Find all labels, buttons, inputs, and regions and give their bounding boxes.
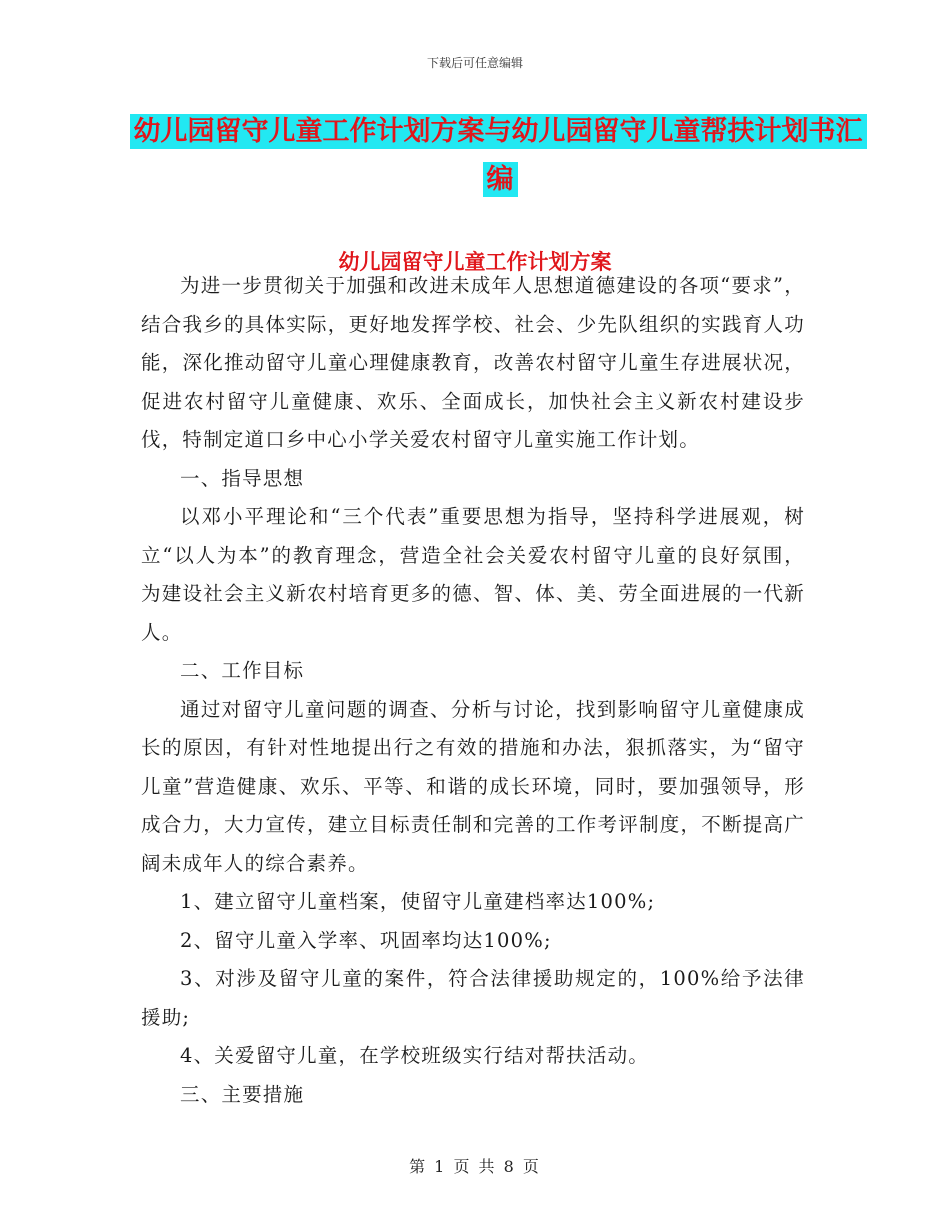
heading-guiding-ideology: 一、指导思想 bbox=[180, 466, 305, 490]
heading-work-goals: 二、工作目标 bbox=[180, 659, 305, 682]
paragraph-work-goals: 通过对留守儿童问题的调查、分析与讨论，找到影响留守儿童健康成长的原因，有针对性地提出行之有效的措施和办法，狠抓落实，为“留守儿童”营造健康、欢乐、平等、和谐的成长环境，同时，要加强领导，形成合力，大力宣传，建立目标责任制和完善的工作考评制度，不断提高广阔未成年人的综合素养。 bbox=[141, 697, 805, 875]
document-body bbox=[141, 267, 805, 1114]
paragraph-intro: 为进一步贯彻关于加强和改进未成年人思想道德建设的各项“要求”，结合我乡的具体实际，更好地发挥学校、社会、少先队组织的实践育人功能，深化推动留守儿童心理健康教育，改善农村留守儿童生存进展状况，促进农村留守儿童健康、欢乐、全面成长，加快社会主义新农村建设步伐，特制定道口乡中心小学关爱农村留守儿童实施工作计划。 bbox=[141, 274, 805, 451]
document-title-text: 幼儿园留守儿童工作计划方案与幼儿园留守儿童帮扶计划书汇编 bbox=[130, 114, 867, 197]
heading-main-measures: 三、主要措施 bbox=[180, 1082, 305, 1106]
document-title bbox=[120, 108, 880, 204]
goal-item-2: 2、留守儿童入学率、巩固率均达100%; bbox=[180, 928, 552, 952]
goal-item-3: 3、对涉及留守儿童的案件，符合法律援助规定的，100%给予法律援助; bbox=[141, 967, 805, 1029]
header-note: 下载后可任意编辑 bbox=[426, 56, 523, 70]
goal-item-1: 1、建立留守儿童档案，使留守儿童建档率达100%; bbox=[180, 890, 656, 913]
page-footer: 第 1 页 共 8 页 bbox=[409, 1157, 541, 1176]
paragraph-guiding-ideology: 以邓小平理论和“三个代表”重要思想为指导，坚持科学进展观，树立“以人为本”的教育理念，营造全社会关爱农村留守儿童的良好氛围，为建设社会主义新农村培育更多的德、智、体、美、劳全面进展的一代新人。 bbox=[141, 505, 805, 644]
goal-item-4: 4、关爱留守儿童，在学校班级实行结对帮扶活动。 bbox=[180, 1044, 650, 1067]
section-title: 幼儿园留守儿童工作计划方案 bbox=[338, 250, 612, 274]
